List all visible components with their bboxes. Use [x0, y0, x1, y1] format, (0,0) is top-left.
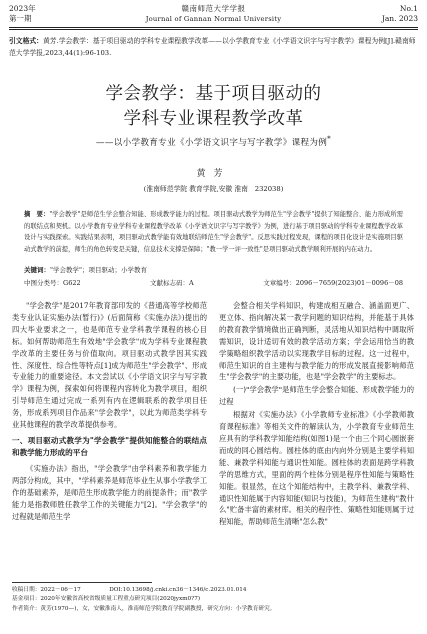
journal-name-cn: 赣南师范大学学报 — [181, 4, 246, 13]
abstract-label: 摘 要： — [24, 211, 50, 218]
footnote-author-bio: 作者简介：黄芳(1970—)，女，安徽淮南人，淮南师范学院教育学院副教授，研究方向：小学教育研究。 — [12, 605, 276, 612]
body-paragraph: "学会教学"是2017年教育部印发的《普通高等学校师范类专业认证实施办法(暂行)》(后面简称《实施办法》)提出的四大毕业要求之一，也是师范专业学科教学课程的核心目标。如何帮助师范生有效地"学会教学"成为学科专业课程教学改革的主要任务与价值取向。项目驱动式教学因其实践性、深度性、综合性等特点[1]成为师范生"学会教学"、形成专业能力的重要途径。本文尝试以《小学语文识字与写字教学》课程为例，探索如何将课程内容转化为教学项目，组织引导师范生通过完成一系列有内在逻辑联系的教学项目任务，形成系列项目作品来"学会教学"，以此为师范类学科专业其他课程的教学改革提供参考。 — [12, 301, 207, 430]
clc-number: 中图分类号：G622 — [24, 279, 81, 287]
classification-line — [24, 278, 403, 289]
header-year: 2023年 — [9, 4, 36, 13]
citation-text: 黄芳.学会教学：基于项目驱动的学科专业课程教学改革——以小学教育专业《小学语文识字与写字教学》课程为例[J].赣南师范大学学报,2023,44(1):96-103. — [9, 37, 416, 57]
keywords-label: 关键词： — [24, 266, 50, 274]
body-paragraph: 根据对《实施办法》《小学教师专业标准》《小学教师教育课程标准》等相关文件的解读认为，小学教育专业师范生应具有的学科教学知能结构(如图1)是一个由三个同心圆嵌套而成的同心圆结构。圆柱体的底由内向外分别是主要学科知能、兼教学科知能与通识性知能。圆柱体的表面是跨学科教学的思维方式，里面的两个柱体分别是程序性知能与策略性知能。很显然，在这个知能结构中，主教学科、兼教学科、通识性知能属于内容知能(知识与技能)，为师范生建构"教什么"贮备丰富的素材库。相关的程序性、策略性知能则属于过程知能，帮助师范生清晰"怎么教" — [219, 410, 414, 527]
header-divider — [9, 27, 418, 28]
title-line-2: 学科专业课程教学改革 — [123, 109, 304, 129]
abstract — [24, 209, 403, 255]
body-column-left — [12, 300, 207, 523]
header-issue-en — [382, 4, 418, 24]
header-journal — [0, 4, 427, 24]
header-date: Jan. 2023 — [381, 14, 418, 23]
title-line-1: 学会教学：基于项目驱动的 — [105, 84, 322, 104]
footnote-fund: 基金项目：2020年安徽省高校省级质量工程重点研究项目(2020jyxm0?7) — [12, 596, 201, 603]
subtitle-footnote-mark: * — [327, 134, 332, 143]
article-number: 文章编号：2096－7659(2023)01－0096－08 — [263, 279, 403, 287]
article-title — [0, 82, 427, 132]
subsection-heading: (一)"学会教学"是师范生学会整合知能、形成教学能力的过程 — [219, 385, 414, 407]
body-paragraph: 《实施办法》指出，"学会教学"由学科素养和教学能力两部分构成，其中，"学科素养是师范毕业生从事小学教学工作的基础素养，是师范生形成教学能力的前提条件；而"教学能力是指教师胜任教学工作的关键能力"[2]。"学会教学"的过程就是师范生学 — [12, 463, 207, 521]
article-subtitle — [0, 133, 427, 149]
keywords — [24, 265, 403, 276]
body-column-right — [219, 300, 414, 528]
document-code: 文献标志码：A — [150, 279, 194, 287]
author-name: 黄芳 — [196, 169, 231, 179]
footnotes — [12, 586, 415, 614]
author-affiliation: (淮南师范学院 教育学院,安徽 淮南 232038) — [143, 185, 284, 193]
citation-format — [9, 35, 418, 59]
header-divider-thin — [9, 29, 418, 30]
keywords-text: "学会教学"；项目驱动；小学教育 — [50, 266, 147, 274]
abstract-text: "学会教学"是师范生学会整合知能、形成教学能力的过程。项目驱动式教学为师范生"学会教学"提供了知能整合、能力形成所需的联结点和契机。以小学教育专业学科专业课程教学改革《小学语文识字与写字教学》为例，进行基于项目驱动的学科专业课程教学改革设计与实践探索。实践结果表明，项目驱动式教学能有效地联结师范生"学会教学"。反思实践过程发现，课程的项目化设计是实施项目驱动式教学的前提，师生的角色转变是关键，信息技术支撑是保障；"教一学一评一致性"是项目驱动式教学顺利开展的内在动力。 — [24, 211, 404, 253]
section-heading: 一、项目驱动式教学为"学会教学"提供知能整合的联结点和教学能力形成的平台 — [12, 435, 207, 458]
header-issue: 第一期 — [9, 14, 32, 23]
header-number: No.1 — [399, 4, 418, 13]
journal-name-en: Journal of Gannan Normal University — [145, 15, 282, 23]
footnote-received: 收稿日期：2022－06－17 DOI:10.13698/j.cnki.cn36－1346/c.2023.01.014 — [12, 587, 247, 593]
subtitle-text: ——以小学教育专业《小学语文识字与写字教学》课程为例 — [95, 137, 328, 148]
footnote-divider — [12, 582, 152, 583]
citation-label: 引文格式： — [9, 37, 43, 45]
body-paragraph: 会整合相关学科知识，构建成相互融合、涵盖面更广、更立体、指向解决某一教学问题的知识结构，并能基于具体的教育教学情境做出正确判断，灵活地从知识结构中调取所需知识，设计适切有效的教学活动方案；学会运用恰当的教学策略组织教学活动以实现教学目标的过程。这一过程中，师范生知识的自主建构与教学能力的形成发展直接影响师范生"学会教学"的主要功能，也是"学会教学"的主要标志。 — [219, 301, 414, 382]
